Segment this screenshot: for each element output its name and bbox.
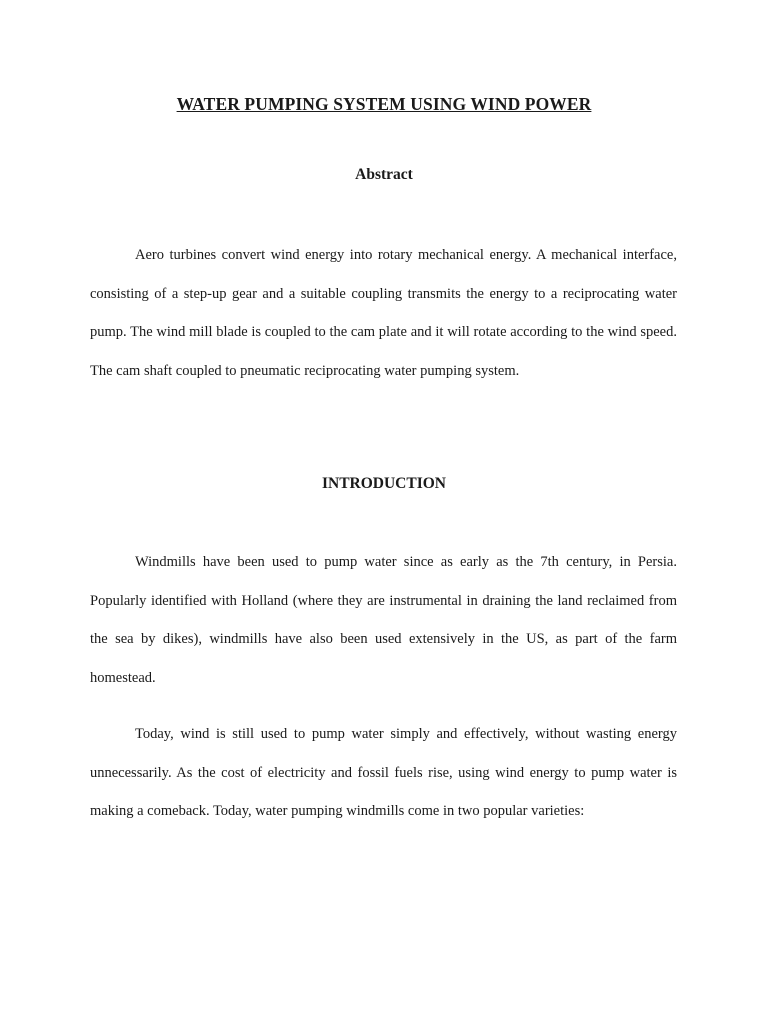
document-title: WATER PUMPING SYSTEM USING WIND POWER	[176, 94, 592, 114]
abstract-heading: Abstract	[355, 166, 413, 183]
introduction-paragraph-2: Today, wind is still used to pump water simply and effectively, without wasting energy unnecessarily. As the cost of electricity and fossil fuels rise, using wind energy to pump water is making a comeback. Today, water pumping windmills come in two popular varieties:	[90, 726, 677, 820]
introduction-heading: INTRODUCTION	[321, 475, 446, 492]
introduction-paragraph-1: Windmills have been used to pump water since as early as the 7th century, in Persia. Popularly identified with Holland (where they are instrumental in draining the land reclaimed from the sea by dikes), windmills have also been used extensively in the US, as part of the farm homestead.	[90, 554, 677, 686]
abstract-paragraph: Aero turbines convert wind energy into rotary mechanical energy. A mechanical interface, consisting of a step-up gear and a suitable coupling transmits the energy to a reciprocating water pump. The wind mill blade is coupled to the cam plate and it will rotate according to the wind speed. The cam shaft coupled to pneumatic reciprocating water pumping system.	[90, 247, 677, 379]
